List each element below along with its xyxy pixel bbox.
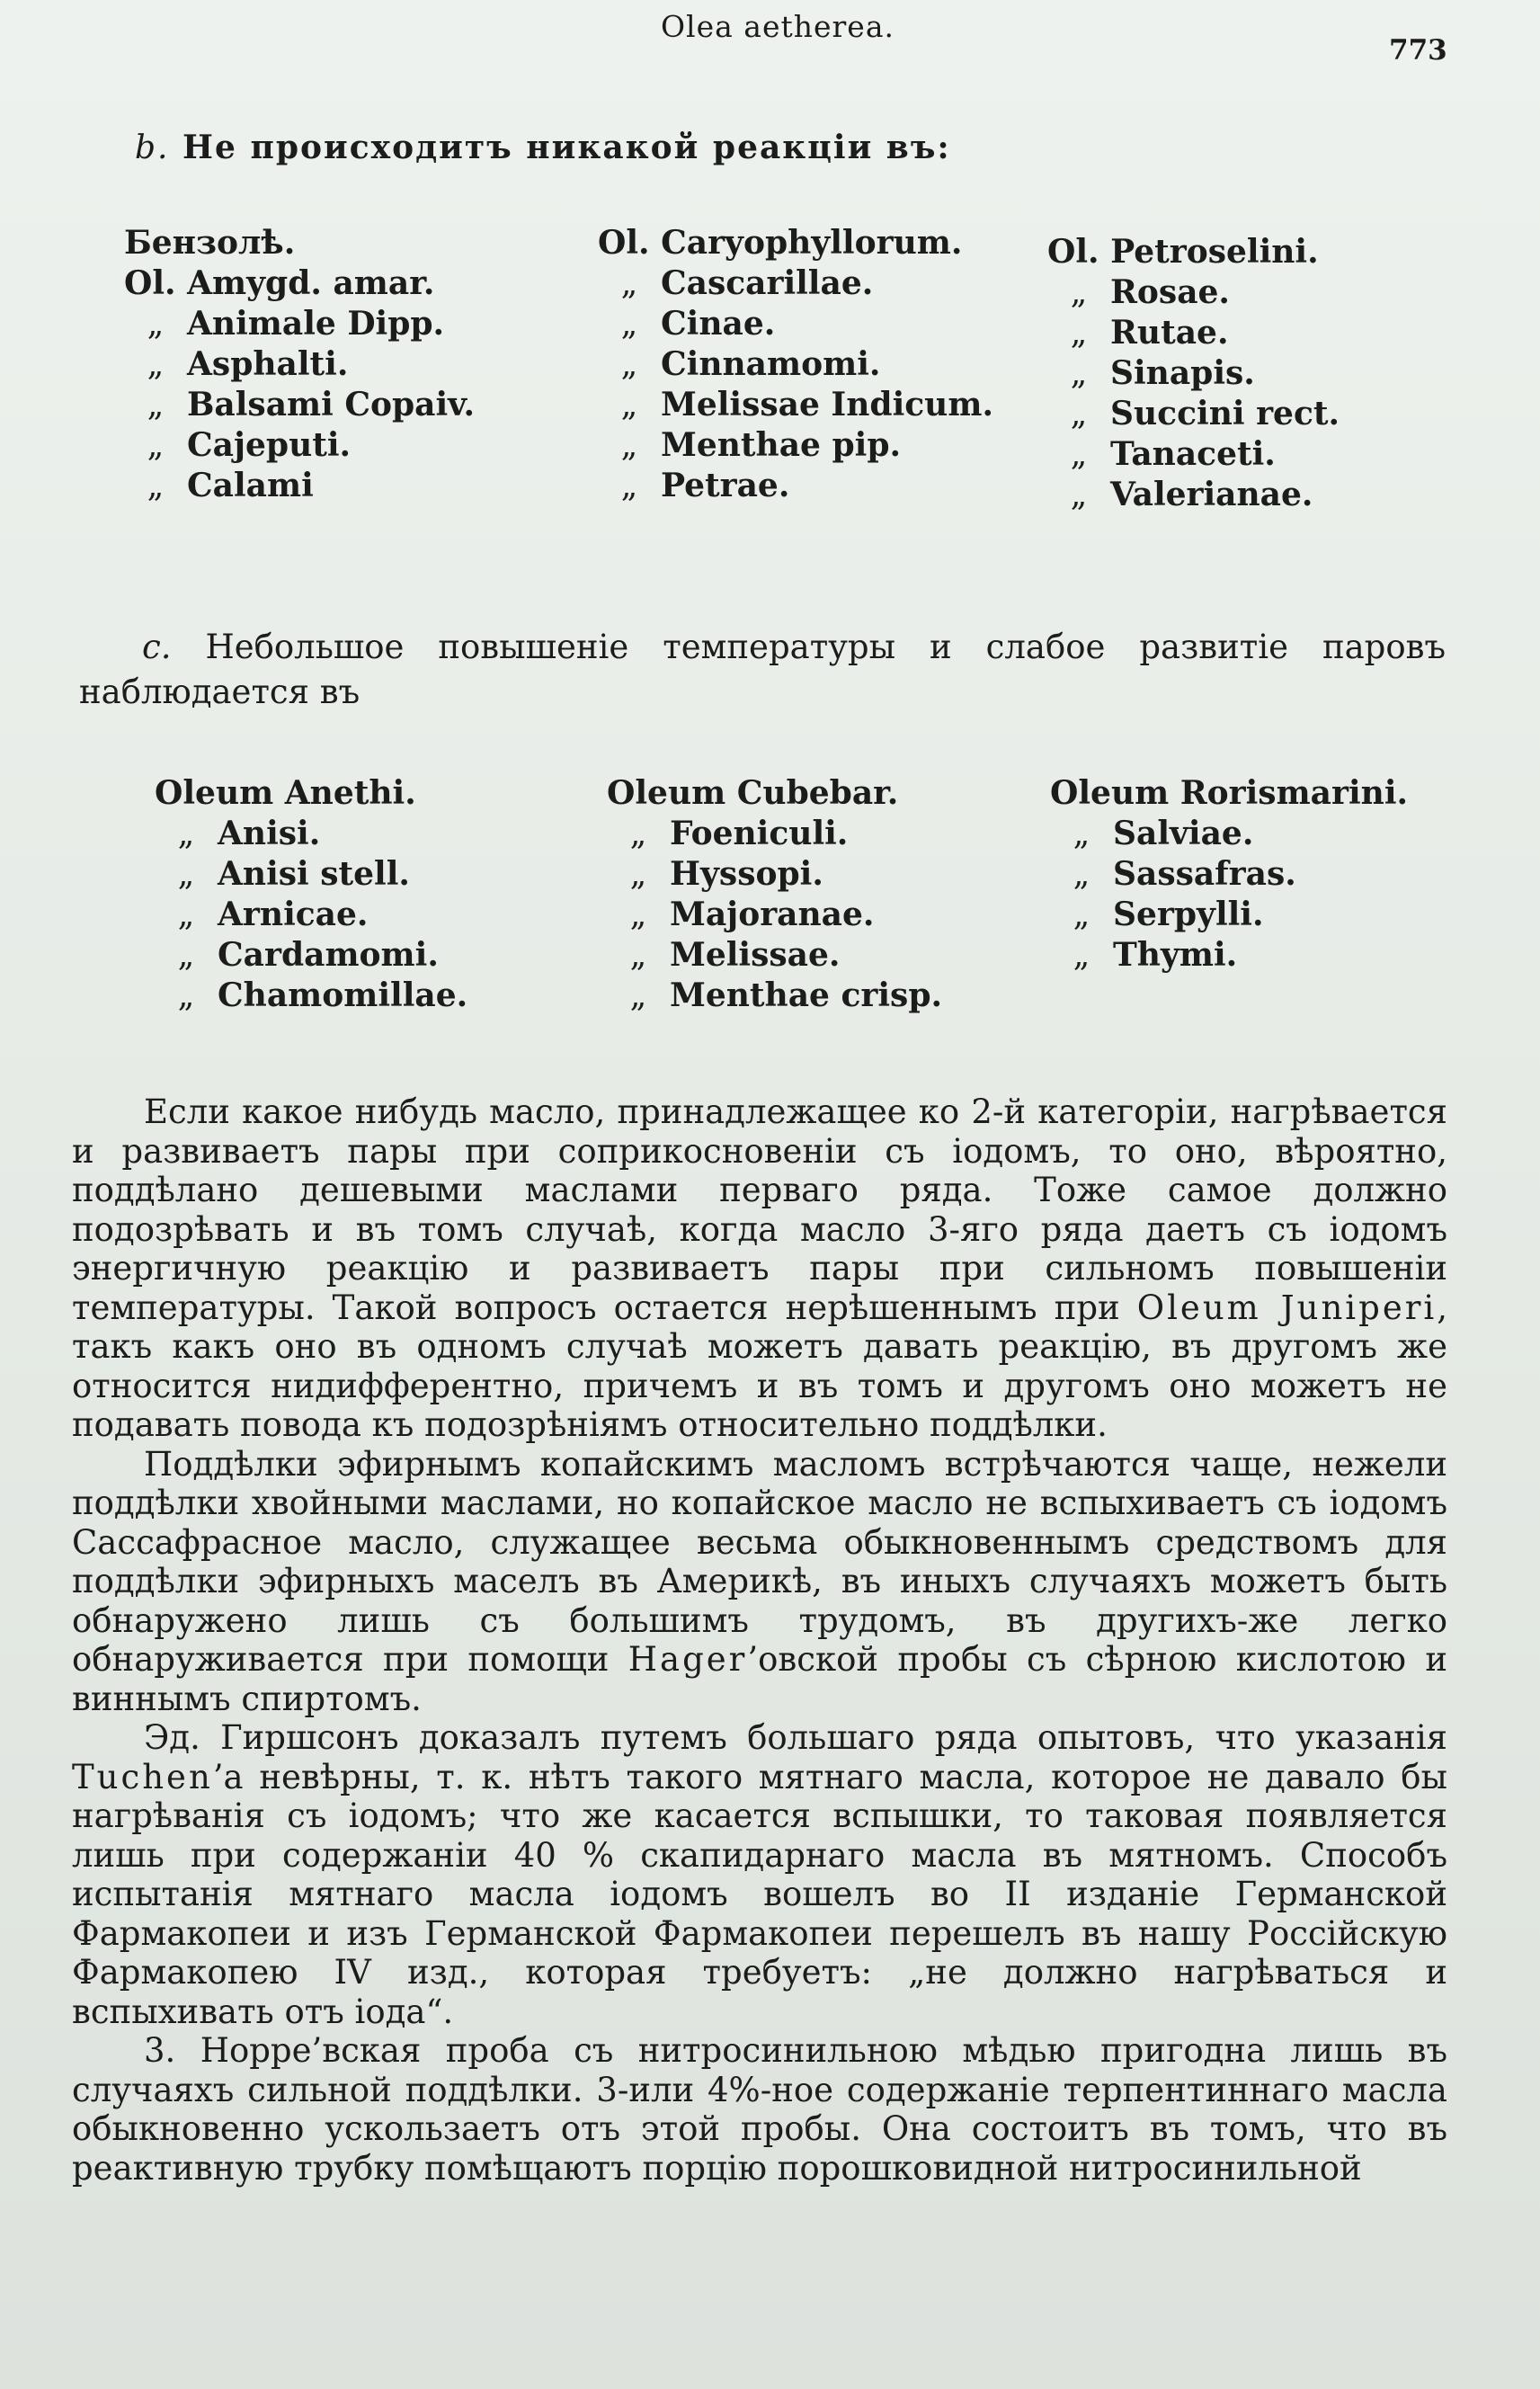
ditto-mark: „ — [620, 427, 638, 464]
oil-name: Ol. Amygd. amar. — [124, 264, 435, 302]
page-number: 773 — [1389, 34, 1447, 67]
ditto-mark: „ — [1070, 274, 1088, 311]
oil-list-item — [124, 385, 475, 425]
section-c-letter: c. — [142, 628, 172, 666]
ditto-mark: „ — [1070, 477, 1088, 513]
ditto-mark: „ — [177, 977, 195, 1014]
paragraph-2-emphasis: Hager — [628, 1640, 748, 1679]
ditto-mark: „ — [177, 856, 195, 893]
section-b-column-1 — [124, 223, 475, 506]
section-c-column-1 — [155, 773, 467, 1016]
oil-list-item — [598, 223, 993, 263]
oil-name: Succini rect. — [1110, 395, 1340, 432]
section-b-column-3 — [1047, 232, 1340, 515]
paragraph-1-emphasis: Oleum Juniperi — [1136, 1288, 1438, 1327]
oil-list-item — [124, 344, 475, 385]
section-c-heading-text: Небольшое повышеніе температуры и слабое развитіе паровъ наблюдается въ — [79, 628, 1446, 711]
oil-name: Melissae Indicum. — [661, 386, 993, 423]
oil-name: Foeniculi. — [670, 815, 849, 852]
ditto-mark: „ — [620, 387, 638, 423]
oil-list-item — [1047, 353, 1340, 394]
section-b-heading — [135, 129, 951, 166]
running-header: Olea aetherea. — [660, 9, 895, 44]
oil-name: Petrae. — [661, 467, 790, 504]
oil-name: Oleum Rorismarini. — [1050, 774, 1409, 812]
oil-list-item — [155, 814, 467, 854]
oil-name: Hyssopi. — [670, 855, 823, 893]
ditto-mark: „ — [629, 896, 647, 933]
oil-list-item — [1050, 895, 1408, 935]
section-c-column-2 — [607, 773, 942, 1016]
oil-list-item — [124, 425, 475, 466]
ditto-mark: „ — [147, 468, 165, 504]
section-c-column-3 — [1050, 773, 1408, 976]
paragraph-3-part-a: Эд. Гиршсонъ доказалъ путемъ большаго ряда опытовъ, что указанія — [144, 1718, 1447, 1757]
oil-list-item — [124, 223, 475, 263]
oil-name: Anisi. — [218, 815, 321, 852]
oil-list-item — [1050, 935, 1408, 976]
oil-list-item — [598, 344, 993, 385]
oil-list-item — [1050, 814, 1408, 854]
paragraph-2-part-c: ’овской пробы съ сѣрною кислотою и виннымъ спиртомъ. — [72, 1640, 1447, 1718]
oil-name: Asphalti. — [187, 345, 349, 383]
ditto-mark: „ — [629, 816, 647, 852]
oil-name: Oleum Cubebar. — [607, 774, 899, 812]
oil-name: Melissae. — [670, 936, 841, 974]
ditto-mark: „ — [1073, 816, 1090, 852]
oil-name: Cascarillae. — [661, 264, 874, 302]
paragraph-1-part-a: Если какое нибудь масло, принадлежащее ко 2-й категоріи, нагрѣвается и развиваетъ пары при соприкосновеніи съ іодомъ, то оно, вѣроятно, поддѣлано дешевыми маслами перваго ряда. Тоже самое должно подозрѣвать и въ томъ случаѣ, когда масло 3-яго ряда даетъ съ іодомъ энергичную реакцію и развиваетъ пары при сильномъ повышеніи температуры. Такой вопросъ остается нерѣшеннымъ при — [72, 1092, 1447, 1327]
oil-name: Calami — [187, 467, 314, 504]
oil-list-item — [155, 854, 467, 895]
oil-name: Balsami Copaiv. — [187, 386, 475, 423]
oil-name: Menthae pip. — [661, 426, 902, 464]
ditto-mark: „ — [1070, 436, 1088, 473]
ditto-mark: „ — [1073, 896, 1090, 933]
oil-list-item — [607, 935, 942, 976]
oil-list-item — [598, 466, 993, 506]
oil-name: Rutae. — [1110, 314, 1229, 352]
paragraph-2-part-a: Поддѣлки эфирнымъ копайскимъ масломъ встрѣчаются чаще, нежели поддѣлки хвойными маслами, но копайское масло не вспыхиваетъ съ іодомъ Сассафрасное масло, служащее весьма обыкновеннымъ средствомъ для поддѣлки эфирныхъ маселъ въ Америкѣ, въ иныхъ случаяхъ можетъ быть обнаружено лишь съ большимъ трудомъ, въ другихъ-же легко обнаруживается при помощи — [72, 1444, 1447, 1679]
oil-list-item — [1047, 394, 1340, 434]
oil-list-item — [598, 304, 993, 344]
oil-list-item — [124, 304, 475, 344]
oil-name: Menthae crisp. — [670, 976, 943, 1014]
oil-list-item — [598, 425, 993, 466]
oil-name: Cinae. — [661, 305, 776, 343]
ditto-mark: „ — [629, 977, 647, 1014]
oil-name: Бензолѣ. — [124, 224, 296, 262]
oil-name: Anisi stell. — [218, 855, 410, 893]
ditto-mark: „ — [620, 346, 638, 383]
oil-name: Serpylli. — [1113, 896, 1264, 933]
body-text — [72, 1092, 1447, 2188]
oil-list-item — [607, 895, 942, 935]
ditto-mark: „ — [629, 856, 647, 893]
paragraph-4 — [72, 2031, 1447, 2188]
ditto-mark: „ — [147, 427, 165, 464]
paragraph-3-emphasis: Tuchen — [72, 1757, 213, 1796]
oil-list-item — [1047, 272, 1340, 313]
ditto-mark: „ — [147, 306, 165, 343]
ditto-mark: „ — [620, 468, 638, 504]
oil-name: Valerianae. — [1110, 476, 1313, 513]
oil-list-item — [124, 263, 475, 304]
ditto-mark: „ — [620, 265, 638, 302]
oil-name: Majoranae. — [670, 896, 875, 933]
oil-name: Ol. Petroselini. — [1047, 233, 1319, 271]
oil-list-item — [1047, 313, 1340, 353]
oil-list-item — [155, 976, 467, 1016]
oil-list-item — [1050, 773, 1408, 814]
paragraph-3-part-c: ’а невѣрны, т. к. нѣтъ такого мятнаго масла, которое не давало бы нагрѣванія съ іодомъ; что же касается вспышки, то таковая появляется лишь при содержаніи 40 % скапидарнаго масла въ мятномъ. Способъ испытанія мятнаго масла іодомъ вошелъ во II изданіе Германской Фармакопеи и изъ Германской Фармакопеи перешелъ въ нашу Россійскую Фармакопею IV изд., которая требуетъ: „не должно нагрѣваться и вспыхивать отъ іода“. — [72, 1757, 1447, 2031]
oil-name: Rosae. — [1110, 273, 1230, 311]
ditto-mark: „ — [1070, 355, 1088, 392]
oil-list-item — [607, 854, 942, 895]
oil-list-item — [1047, 232, 1340, 272]
ditto-mark: „ — [1070, 315, 1088, 352]
paragraph-2 — [72, 1445, 1447, 1719]
oil-list-item — [598, 263, 993, 304]
oil-name: Cajeputi. — [187, 426, 352, 464]
oil-list-item — [1050, 854, 1408, 895]
ditto-mark: „ — [629, 937, 647, 974]
oil-name: Salviae. — [1113, 815, 1254, 852]
paragraph-1 — [72, 1092, 1447, 1445]
ditto-mark: „ — [1073, 856, 1090, 893]
oil-name: Arnicae. — [218, 896, 369, 933]
oil-name: Chamomillae. — [218, 976, 468, 1014]
ditto-mark: „ — [620, 306, 638, 343]
oil-list-item — [155, 935, 467, 976]
ditto-mark: „ — [177, 816, 195, 852]
oil-name: Oleum Anethi. — [155, 774, 416, 812]
paragraph-1-part-c: , такъ какъ оно въ одномъ случаѣ можетъ давать реакцію, въ другомъ же относится нидифферентно, причемъ и въ томъ и другомъ оно можетъ не подавать повода къ подозрѣніямъ относительно поддѣлки. — [72, 1288, 1447, 1444]
oil-list-item — [607, 773, 942, 814]
ditto-mark: „ — [1070, 396, 1088, 432]
oil-name: Tanaceti. — [1110, 435, 1276, 473]
section-c-heading — [79, 625, 1446, 715]
section-b-heading-text: Не происходитъ никакой реакціи въ: — [182, 129, 951, 166]
oil-name: Sassafras. — [1113, 855, 1296, 893]
oil-list-item — [124, 466, 475, 506]
ditto-mark: „ — [1073, 937, 1090, 974]
oil-list-item — [155, 895, 467, 935]
section-b-column-2 — [598, 223, 993, 506]
oil-list-item — [1047, 475, 1340, 515]
oil-name: Cinnamomi. — [661, 345, 881, 383]
ditto-mark: „ — [147, 346, 165, 383]
oil-name: Animale Dipp. — [187, 305, 445, 343]
ditto-mark: „ — [147, 387, 165, 423]
oil-list-item — [598, 385, 993, 425]
oil-name: Thymi. — [1113, 936, 1238, 974]
oil-list-item — [1047, 434, 1340, 475]
ditto-mark: „ — [177, 896, 195, 933]
oil-list-item — [607, 976, 942, 1016]
paragraph-4-text: 3. Норре’вская проба съ нитросинильною мѣдью пригодна лишь въ случаяхъ сильной поддѣлки. 3-или 4%-ное содержаніе терпентиннаго масла обыкновенно ускользаетъ отъ этой пробы. Она состоитъ въ томъ, что въ реактивную трубку помѣщаютъ порцію порошковидной нитросинильной — [72, 2031, 1447, 2188]
oil-list-item — [155, 773, 467, 814]
oil-name: Sinapis. — [1110, 354, 1255, 392]
oil-name: Ol. Caryophyllorum. — [598, 224, 963, 262]
ditto-mark: „ — [177, 937, 195, 974]
section-b-letter: b. — [135, 129, 170, 166]
paragraph-3 — [72, 1718, 1447, 2031]
oil-name: Cardamomi. — [218, 936, 439, 974]
oil-list-item — [607, 814, 942, 854]
